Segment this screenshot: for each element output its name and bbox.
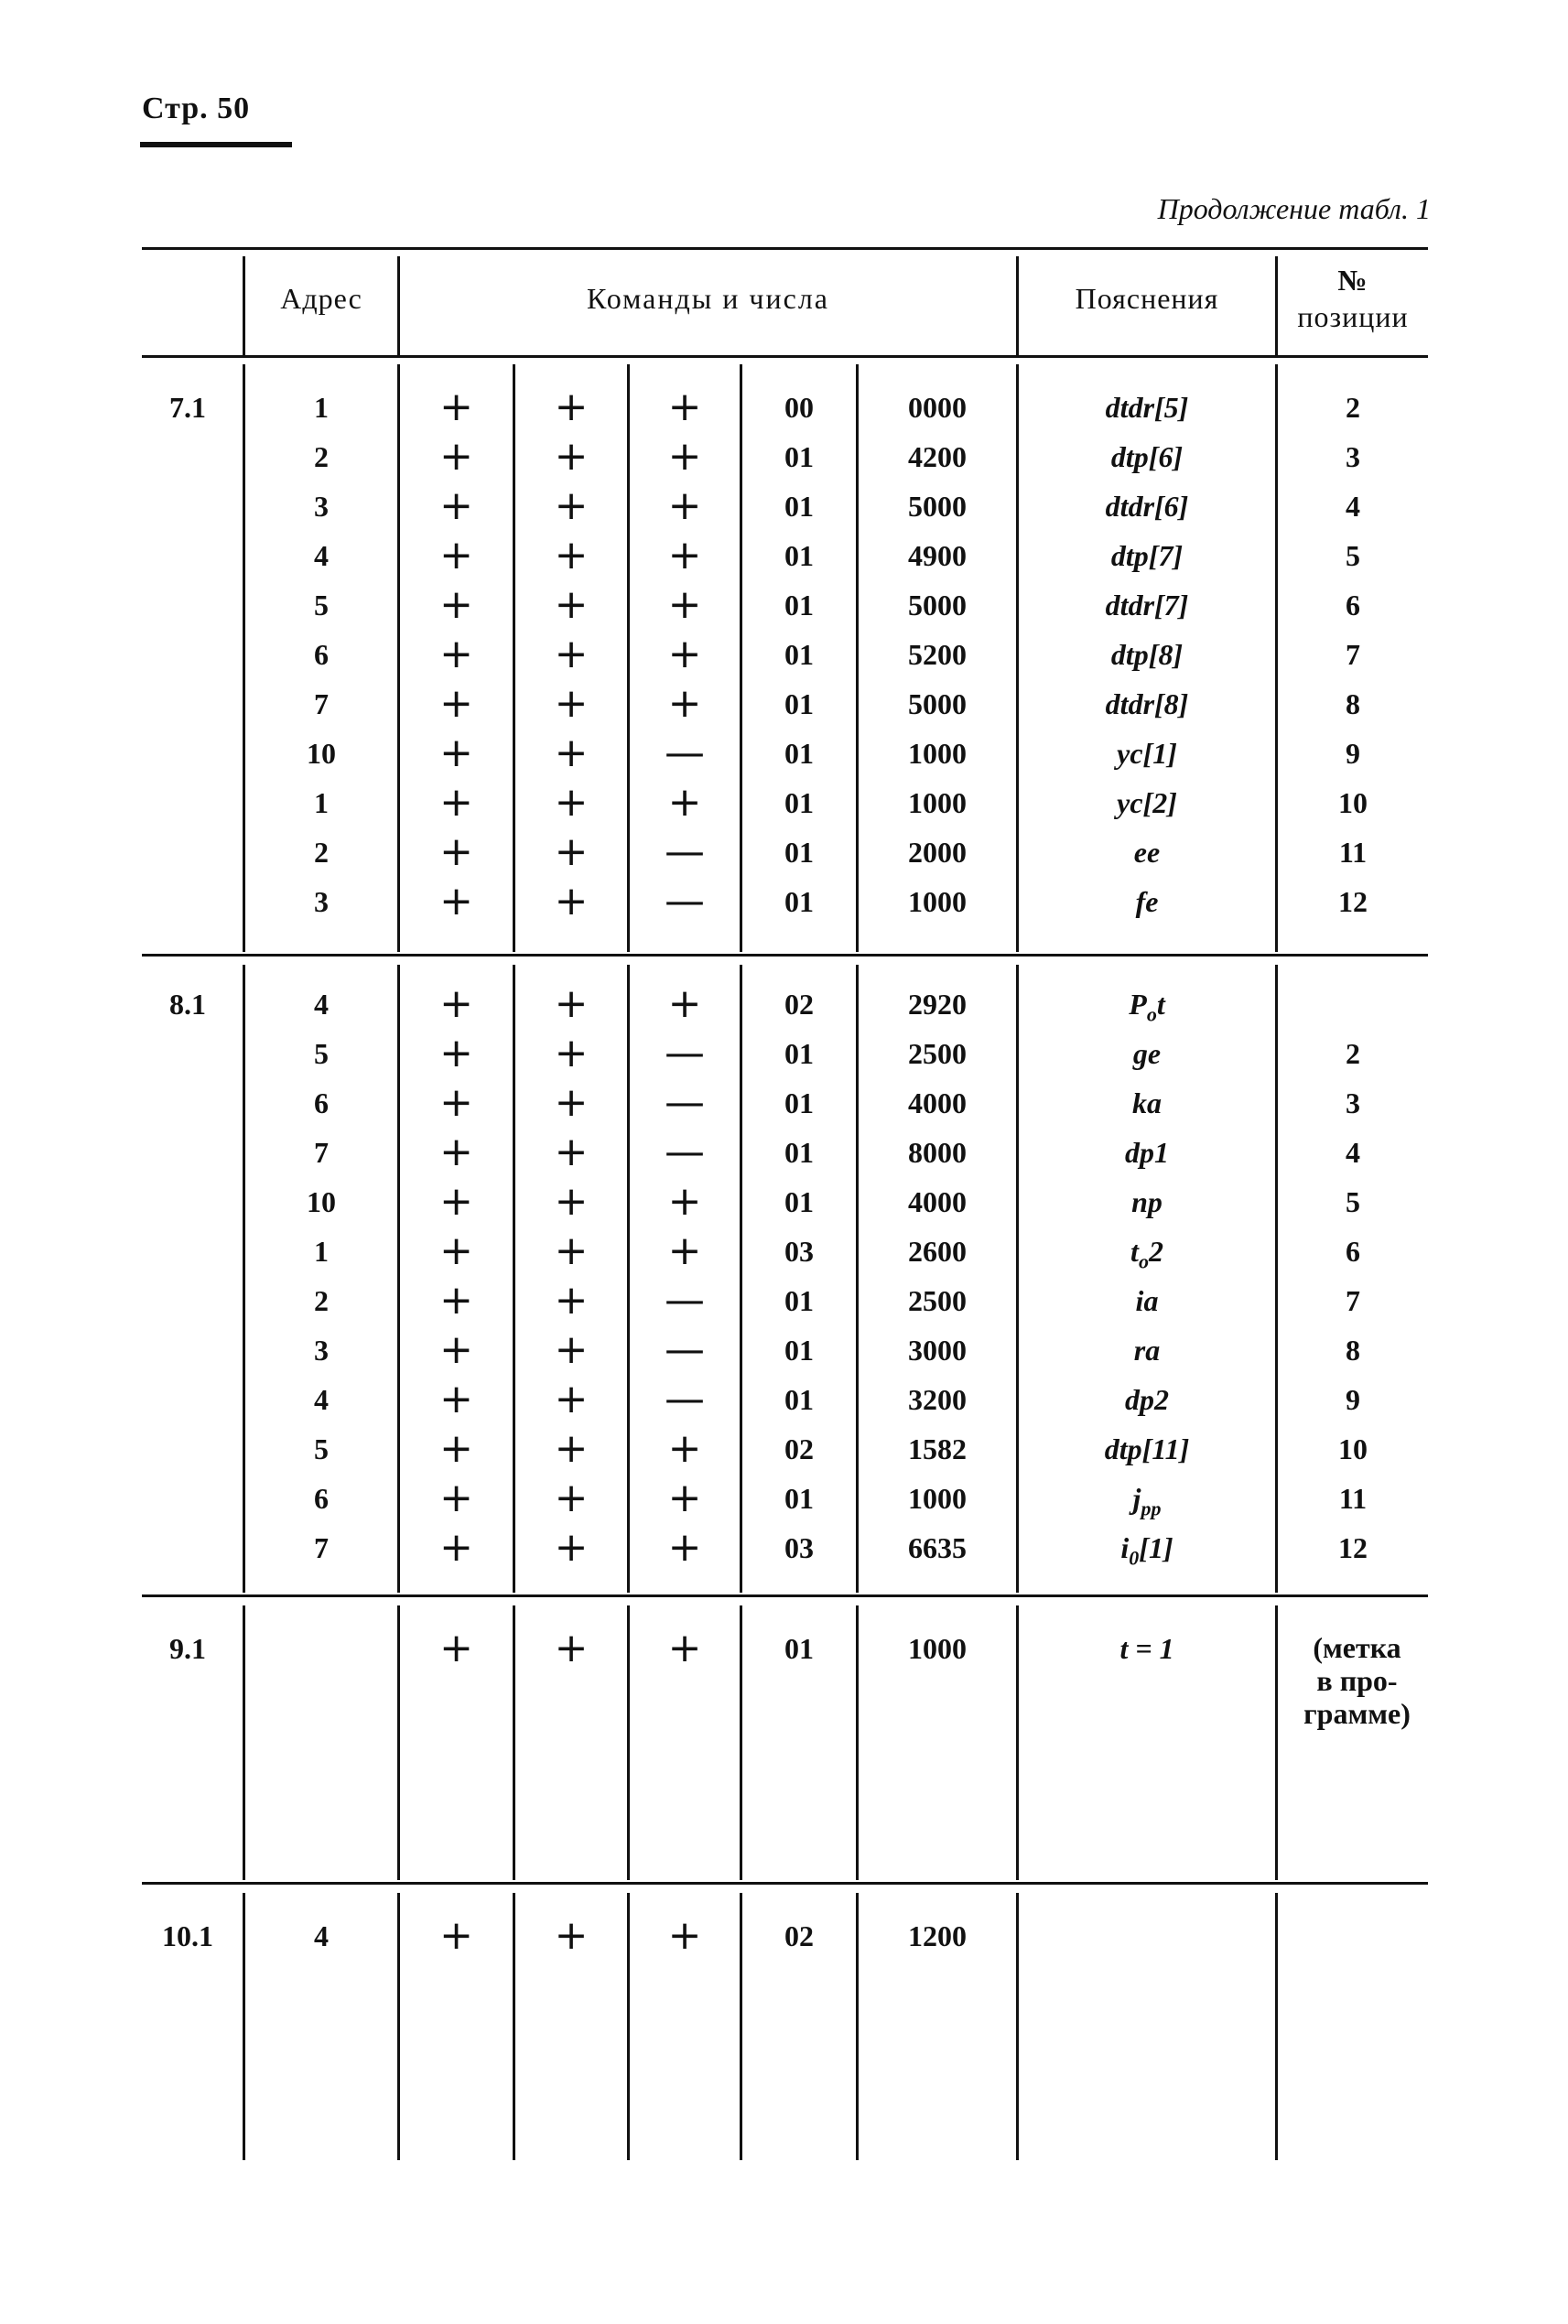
cell-pos: 5 <box>1346 539 1360 572</box>
cell-expl: dtp[6] <box>1110 440 1184 473</box>
cell-code: 01 <box>784 440 814 473</box>
cell-s2: + <box>554 532 589 578</box>
cell-s2: + <box>554 828 589 875</box>
cell-s1: + <box>439 730 473 776</box>
cell-s3: — <box>665 1326 705 1373</box>
cell-s3: + <box>667 532 702 578</box>
cell-addr: 3 <box>314 490 329 523</box>
cell-s1: + <box>439 1030 473 1076</box>
cell-pos: 2 <box>1346 391 1360 424</box>
expl-suffix: t <box>1156 988 1165 1021</box>
expl-main: t <box>1130 1235 1139 1268</box>
cell-s2: + <box>554 1030 589 1076</box>
cell-expl <box>1019 1523 1275 1573</box>
cell-code: 01 <box>784 1383 814 1416</box>
cell-s3: + <box>667 581 702 628</box>
cell-expl <box>1019 1911 1275 1961</box>
cell-pos: 12 <box>1338 1531 1368 1564</box>
cell-s1: + <box>439 828 473 875</box>
cell-value: 1200 <box>908 1919 967 1952</box>
cell-expl: ra <box>1133 1334 1161 1367</box>
cell-expl: np <box>1131 1185 1162 1218</box>
cell-s2: + <box>554 384 589 430</box>
cell-addr: 4 <box>314 539 329 572</box>
cell-expl: dtdr[8] <box>1105 687 1189 720</box>
cell-code: 01 <box>784 589 814 622</box>
cell-addr: 2 <box>314 836 329 869</box>
continuation-caption: Продолжение табл. 1 <box>1157 192 1431 225</box>
cell-s3: + <box>667 980 702 1027</box>
cell-s2: + <box>554 433 589 480</box>
cell-s2: + <box>554 1475 589 1521</box>
cell-addr: 4 <box>314 988 329 1021</box>
cell-addr: 10 <box>307 737 336 770</box>
expl-subscript: pp <box>1141 1497 1162 1520</box>
header-commands: Команды и числа <box>587 282 829 315</box>
section-label: 10.1 <box>162 1919 213 1952</box>
cell-pos: 10 <box>1338 786 1368 819</box>
cell-s1: + <box>439 1376 473 1422</box>
cell-s2: + <box>554 1227 589 1274</box>
cell-value: 5000 <box>908 687 967 720</box>
cell-pos: 8 <box>1346 1334 1360 1367</box>
cell-s2: + <box>554 1625 589 1671</box>
cell-code: 01 <box>784 1086 814 1119</box>
header-bottom-rule <box>142 355 1428 358</box>
cell-s2: + <box>554 1129 589 1175</box>
cell-s2: + <box>554 680 589 727</box>
position-note: грамме) <box>1303 1697 1411 1730</box>
cell-addr: 1 <box>314 391 329 424</box>
cell-code: 03 <box>784 1235 814 1268</box>
section-label: 7.1 <box>169 391 206 424</box>
cell-code: 01 <box>784 687 814 720</box>
cell-addr: 6 <box>314 1482 329 1515</box>
cell-value: 5000 <box>908 490 967 523</box>
cell-code: 03 <box>784 1531 814 1564</box>
cell-value: 2000 <box>908 836 967 869</box>
cell-code: 01 <box>784 539 814 572</box>
cell-pos: 7 <box>1346 1284 1360 1317</box>
cell-s2: + <box>554 980 589 1027</box>
cell-s1: + <box>439 1227 473 1274</box>
header-explanations: Пояснения <box>1075 282 1219 315</box>
cell-s3: — <box>665 1030 705 1076</box>
cell-addr: 10 <box>307 1185 336 1218</box>
cell-s1: + <box>439 1912 473 1959</box>
cell-pos: 9 <box>1346 737 1360 770</box>
cell-s3: — <box>665 1129 705 1175</box>
cell-value: 2920 <box>908 988 967 1021</box>
cell-s1: + <box>439 532 473 578</box>
table-top-rule <box>142 247 1428 250</box>
cell-addr: 1 <box>314 1235 329 1268</box>
cell-s3: + <box>667 433 702 480</box>
cell-code: 00 <box>784 391 814 424</box>
cell-pos: 11 <box>1338 1482 1368 1515</box>
section-label: 8.1 <box>169 988 206 1021</box>
cell-addr: 4 <box>314 1383 329 1416</box>
cell-addr: 6 <box>314 638 329 671</box>
cell-s1: + <box>439 1277 473 1324</box>
cell-pos: 6 <box>1346 1235 1360 1268</box>
cell-value: 4900 <box>908 539 967 572</box>
header-position-sign: № <box>1337 264 1368 297</box>
cell-value: 1582 <box>908 1432 967 1465</box>
cell-expl: yc[1] <box>1117 737 1177 770</box>
cell-expl: dtdr[7] <box>1105 589 1189 622</box>
cell-addr: 6 <box>314 1086 329 1119</box>
cell-addr: 7 <box>314 687 329 720</box>
cell-code: 02 <box>784 1919 814 1952</box>
cell-expl: dtp[8] <box>1110 638 1184 671</box>
cell-expl: dtp[7] <box>1110 539 1184 572</box>
cell-pos: 6 <box>1346 589 1360 622</box>
section-rule <box>142 954 1428 957</box>
cell-value: 2600 <box>908 1235 967 1268</box>
expl-subscript: o <box>1146 1002 1157 1026</box>
cell-s2: + <box>554 1376 589 1422</box>
cell-code: 01 <box>784 1037 814 1070</box>
position-note: в про- <box>1316 1664 1398 1697</box>
cell-code: 01 <box>784 1185 814 1218</box>
cell-s2: + <box>554 779 589 826</box>
cell-pos: 4 <box>1346 490 1360 523</box>
cell-addr: 5 <box>314 1432 329 1465</box>
cell-s3: + <box>667 680 702 727</box>
cell-s1: + <box>439 1079 473 1126</box>
cell-value: 3000 <box>908 1334 967 1367</box>
cell-s1: + <box>439 631 473 677</box>
cell-s3: — <box>665 878 705 924</box>
cell-value: 1000 <box>908 885 967 918</box>
cell-s3: + <box>667 1625 702 1671</box>
cell-value: 5200 <box>908 638 967 671</box>
cell-s2: + <box>554 1425 589 1472</box>
cell-s3: — <box>665 1277 705 1324</box>
cell-s3: + <box>667 631 702 677</box>
cell-s1: + <box>439 482 473 529</box>
cell-s2: + <box>554 878 589 924</box>
cell-s1: + <box>439 1326 473 1373</box>
cell-s2: + <box>554 1079 589 1126</box>
cell-value: 6635 <box>908 1531 967 1564</box>
cell-value: 5000 <box>908 589 967 622</box>
expl-main: j <box>1132 1482 1141 1515</box>
cell-value: 3200 <box>908 1383 967 1416</box>
cell-s1: + <box>439 1425 473 1472</box>
cell-s3: — <box>665 1079 705 1126</box>
cell-expl: dp1 <box>1125 1136 1169 1169</box>
cell-s2: + <box>554 730 589 776</box>
cell-pos: 11 <box>1338 836 1368 869</box>
header-address: Адрес <box>280 282 362 315</box>
cell-s1: + <box>439 779 473 826</box>
cell-expl: ia <box>1135 1284 1159 1317</box>
cell-expl <box>1019 979 1275 1029</box>
cell-addr: 7 <box>314 1136 329 1169</box>
cell-s1: + <box>439 1178 473 1225</box>
cell-pos: 2 <box>1346 1037 1360 1070</box>
cell-value: 1000 <box>908 1632 967 1665</box>
cell-value: 1000 <box>908 1482 967 1515</box>
cell-code: 01 <box>784 490 814 523</box>
cell-s1: + <box>439 878 473 924</box>
cell-value: 4000 <box>908 1185 967 1218</box>
cell-pos <box>1278 1911 1428 1961</box>
cell-value: 2500 <box>908 1284 967 1317</box>
cell-s2: + <box>554 1912 589 1959</box>
cell-expl: ee <box>1133 836 1161 869</box>
cell-pos: 4 <box>1346 1136 1360 1169</box>
cell-s2: + <box>554 1277 589 1324</box>
cell-code: 01 <box>784 1632 814 1665</box>
cell-s3: + <box>667 1425 702 1472</box>
cell-code: 01 <box>784 1136 814 1169</box>
section-rule <box>142 1882 1428 1885</box>
cell-expl: t = 1 <box>1119 1632 1174 1665</box>
cell-value: 2500 <box>908 1037 967 1070</box>
cell-addr: 4 <box>314 1919 329 1952</box>
cell-value: 1000 <box>908 786 967 819</box>
cell-s3: + <box>667 1178 702 1225</box>
cell-s1: + <box>439 1524 473 1571</box>
cell-s3: — <box>665 828 705 875</box>
cell-value: 4000 <box>908 1086 967 1119</box>
cell-pos: 5 <box>1346 1185 1360 1218</box>
cell-addr: 2 <box>314 1284 329 1317</box>
cell-code: 01 <box>784 786 814 819</box>
cell-s1: + <box>439 1475 473 1521</box>
cell-code: 01 <box>784 885 814 918</box>
cell-expl: dtp[11] <box>1104 1432 1190 1465</box>
cell-s3: + <box>667 384 702 430</box>
cell-s2: + <box>554 482 589 529</box>
expl-suffix: [1] <box>1139 1531 1173 1564</box>
cell-code: 01 <box>784 638 814 671</box>
cell-code: 01 <box>784 1482 814 1515</box>
page-number: Стр. 50 <box>142 92 251 125</box>
cell-addr: 1 <box>314 786 329 819</box>
cell-s1: + <box>439 433 473 480</box>
section-label: 9.1 <box>169 1632 206 1665</box>
cell-s3: + <box>667 1227 702 1274</box>
cell-code: 01 <box>784 836 814 869</box>
position-note: (метка <box>1313 1631 1401 1664</box>
cell-s1: + <box>439 980 473 1027</box>
cell-expl: fe <box>1135 885 1159 918</box>
cell-value: 4200 <box>908 440 967 473</box>
cell-addr: 5 <box>314 1037 329 1070</box>
cell-code: 01 <box>784 1334 814 1367</box>
cell-addr <box>245 1624 397 1673</box>
expl-suffix: 2 <box>1148 1235 1163 1268</box>
cell-code: 02 <box>784 988 814 1021</box>
cell-s2: + <box>554 631 589 677</box>
cell-code: 01 <box>784 737 814 770</box>
expl-main: i <box>1120 1531 1130 1564</box>
cell-value: 1000 <box>908 737 967 770</box>
section-rule <box>142 1594 1428 1597</box>
cell-expl <box>1019 1227 1275 1276</box>
cell-expl: yc[2] <box>1117 786 1177 819</box>
cell-pos: 9 <box>1346 1383 1360 1416</box>
cell-code: 02 <box>784 1432 814 1465</box>
cell-s3: + <box>667 1524 702 1571</box>
cell-s3: + <box>667 779 702 826</box>
cell-s3: + <box>667 482 702 529</box>
cell-value: 8000 <box>908 1136 967 1169</box>
cell-expl: ge <box>1132 1037 1162 1070</box>
cell-pos: 8 <box>1346 687 1360 720</box>
cell-expl: ka <box>1132 1086 1162 1119</box>
cell-s2: + <box>554 1178 589 1225</box>
page-number-underline <box>140 142 292 147</box>
expl-subscript: o <box>1138 1249 1149 1273</box>
cell-s1: + <box>439 384 473 430</box>
cell-expl: dtdr[6] <box>1105 490 1189 523</box>
cell-s3: + <box>667 1475 702 1521</box>
cell-expl <box>1019 1474 1275 1523</box>
expl-main: P <box>1129 988 1147 1021</box>
cell-s2: + <box>554 1326 589 1373</box>
cell-value: 0000 <box>908 391 967 424</box>
cell-s1: + <box>439 581 473 628</box>
expl-subscript: 0 <box>1129 1546 1140 1570</box>
cell-s3: + <box>667 1912 702 1959</box>
cell-s3: — <box>665 1376 705 1422</box>
cell-pos: 7 <box>1346 638 1360 671</box>
cell-code: 01 <box>784 1284 814 1317</box>
cell-addr: 7 <box>314 1531 329 1564</box>
cell-s1: + <box>439 1129 473 1175</box>
cell-addr: 2 <box>314 440 329 473</box>
cell-pos <box>1278 979 1428 1029</box>
cell-pos: 3 <box>1346 440 1360 473</box>
cell-addr: 3 <box>314 885 329 918</box>
cell-s2: + <box>554 1524 589 1571</box>
cell-s3: — <box>665 730 705 776</box>
cell-expl: dp2 <box>1125 1383 1169 1416</box>
cell-addr: 3 <box>314 1334 329 1367</box>
cell-s2: + <box>554 581 589 628</box>
cell-s1: + <box>439 680 473 727</box>
cell-addr: 5 <box>314 589 329 622</box>
cell-pos: 10 <box>1338 1432 1368 1465</box>
cell-pos: 12 <box>1338 885 1368 918</box>
cell-expl: dtdr[5] <box>1105 391 1189 424</box>
cell-s1: + <box>439 1625 473 1671</box>
header-position: позиции <box>1297 300 1409 333</box>
cell-pos: 3 <box>1346 1086 1360 1119</box>
